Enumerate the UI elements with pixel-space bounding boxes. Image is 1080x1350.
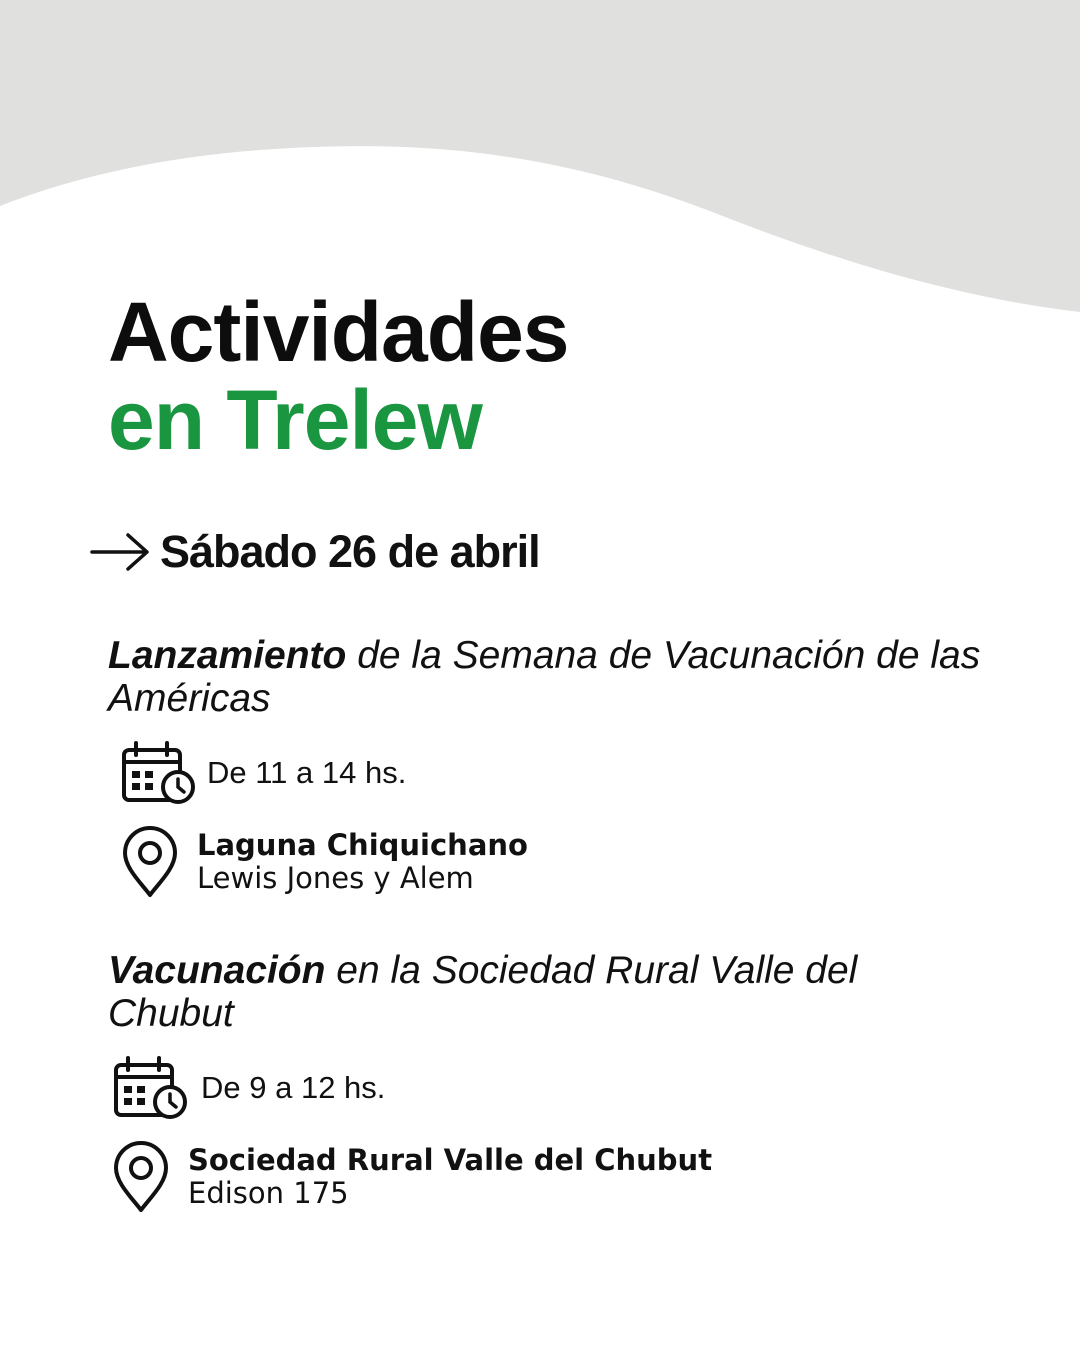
location-address: Lewis Jones y Alem (197, 861, 474, 895)
page-title (108, 285, 569, 467)
location-address: Edison 175 (188, 1176, 349, 1210)
event-title-2 (108, 949, 988, 1035)
calendar-clock-icon (121, 740, 199, 806)
event-time: De 11 a 14 hs. (207, 755, 407, 790)
date-label: Sábado 26 de abril (160, 526, 540, 577)
location-name: Sociedad Rural Valle del Chubut (188, 1143, 713, 1177)
location-text (197, 829, 528, 895)
title-line-activities: Actividades (108, 285, 569, 379)
event-location-row-2 (112, 1141, 712, 1213)
event-title-rest: de la Semana de Vacunación de las Américas (108, 634, 981, 720)
event-time-row-2 (113, 1055, 385, 1121)
event-time-row-1 (121, 740, 406, 806)
title-line-city: en Trelew (108, 373, 482, 467)
event-title-1 (108, 634, 988, 720)
map-pin-icon (112, 1141, 170, 1213)
event-title-bold: Vacunación (108, 949, 326, 992)
event-title-rest: en la Sociedad Rural Valle del Chubut (108, 949, 858, 1035)
background-wave (0, 0, 1080, 320)
date-heading (90, 522, 540, 582)
arrow-right-icon (90, 532, 152, 572)
event-location-row-1 (121, 826, 528, 898)
map-pin-icon (121, 826, 179, 898)
event-time: De 9 a 12 hs. (201, 1070, 386, 1105)
location-text (188, 1144, 712, 1210)
location-name: Laguna Chiquichano (197, 828, 528, 862)
event-title-bold: Lanzamiento (108, 634, 347, 677)
calendar-clock-icon (113, 1055, 191, 1121)
